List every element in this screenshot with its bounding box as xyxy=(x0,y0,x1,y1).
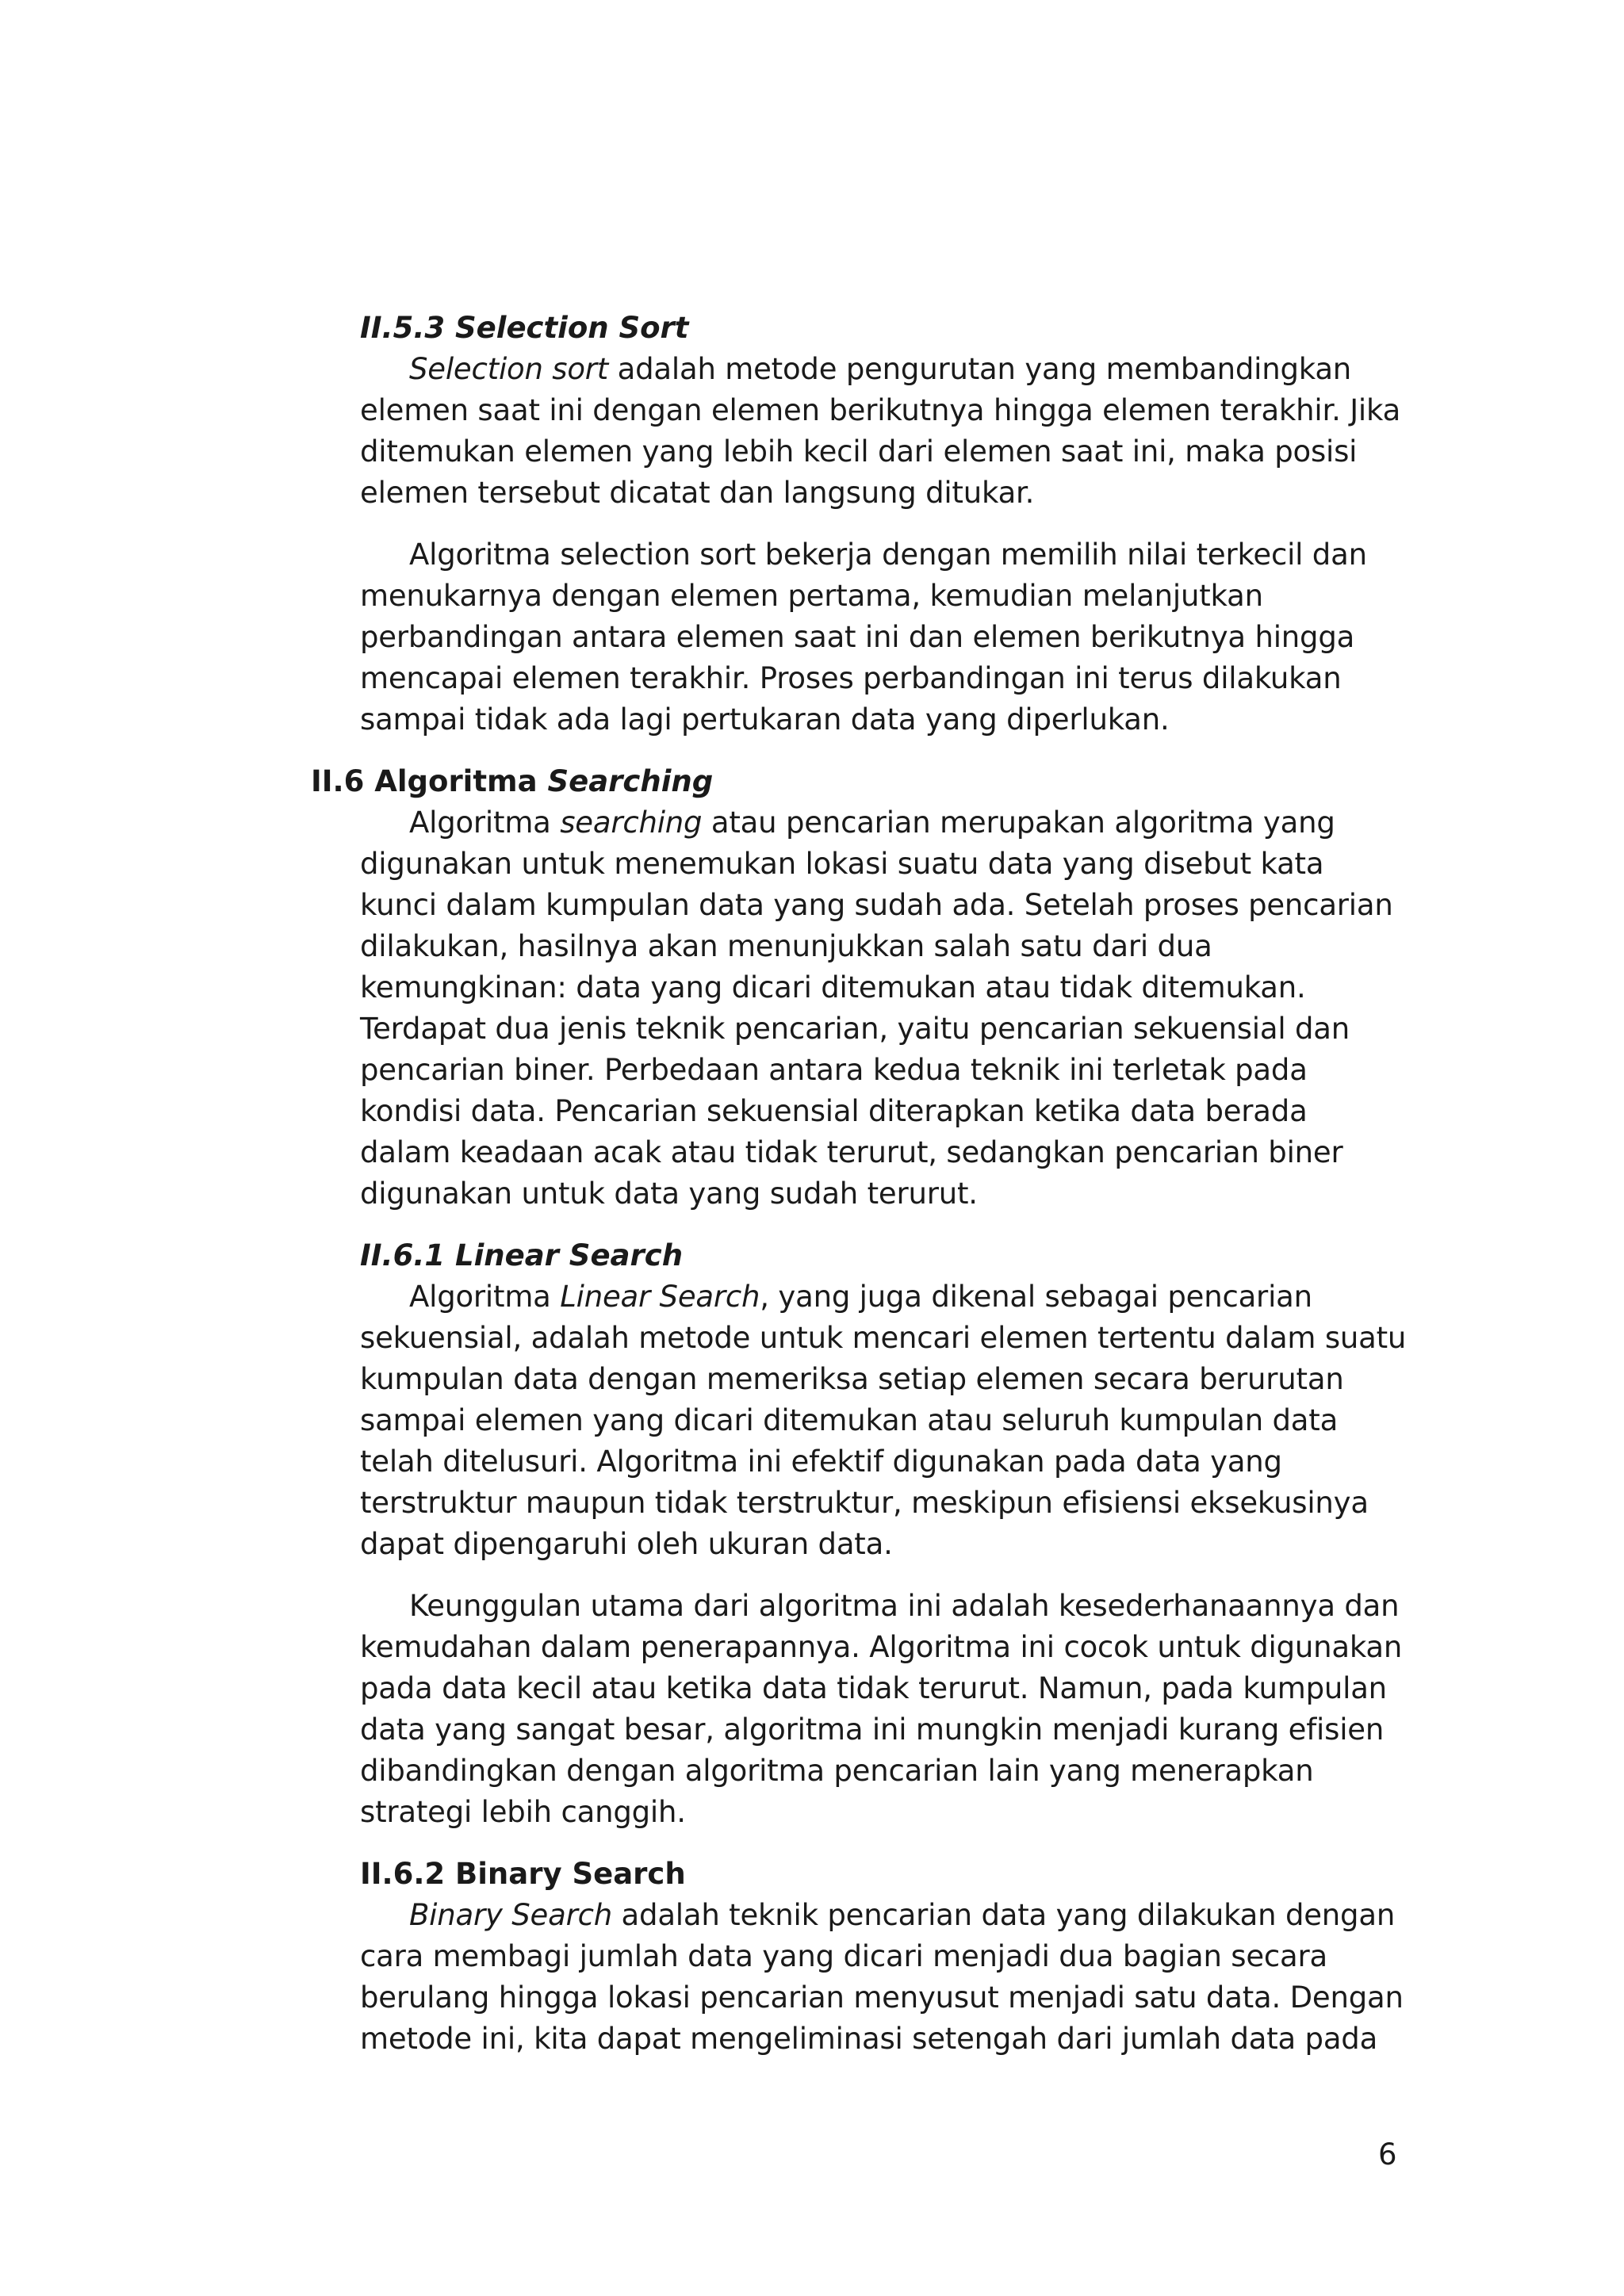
paragraph-text: Algoritma xyxy=(409,1280,561,1314)
paragraph-text: Algoritma xyxy=(409,806,561,840)
document-body xyxy=(311,308,1407,2060)
paragraph-text: atau pencarian merupakan algoritma yang digunakan untuk menemukan lokasi suatu data yang disebut kata kunci dalam kumpulan data yang sudah ada. Setelah proses pencarian dilakukan, hasilnya akan menunjukkan salah satu dari dua kemungkinan: data yang dicari ditemukan atau tidak ditemukan. Terdapat dua jenis teknik pencarian, yaitu pencarian sekuensial dan pencarian biner. Perbedaan antara kedua teknik ini terletak pada kondisi data. Pencarian sekuensial diterapkan ketika data berada dalam keadaan acak atau tidak terurut, sedangkan pencarian biner digunakan untuk data yang sudah terurut. xyxy=(360,806,1393,1211)
term-linear-search: Linear Search xyxy=(560,1280,760,1314)
page-number: 6 xyxy=(1378,2137,1397,2172)
heading-selection-sort: II.5.3 Selection Sort xyxy=(360,311,689,345)
paragraph-binary-search-1 xyxy=(360,1895,1407,2060)
heading-algoritma-searching xyxy=(311,761,1407,802)
term-binary-search: Binary Search xyxy=(409,1898,612,1932)
term-selection-sort: Selection sort xyxy=(409,352,609,386)
paragraph-searching-1 xyxy=(360,802,1407,1215)
paragraph-text: adalah teknik pencarian data yang dilakukan dengan cara membagi jumlah data yang dicari menjadi dua bagian secara berulang hingga lokasi pencarian menyusut menjadi satu data. Dengan metode ini, kita dapat mengeliminasi setengah dari jumlah data pada xyxy=(360,1898,1404,2056)
paragraph-text: , yang juga dikenal sebagai pencarian sekuensial, adalah metode untuk mencari elemen tertentu dalam suatu kumpulan data dengan memeriksa setiap elemen secara berurutan sampai elemen yang dicari ditemukan atau seluruh kumpulan data telah ditelusuri. Algoritma ini efektif digunakan pada data yang terstruktur maupun tidak terstruktur, meskipun efisiensi eksekusinya dapat dipengaruhi oleh ukuran data. xyxy=(360,1280,1407,1561)
paragraph-linear-search-2: Keunggulan utama dari algoritma ini adalah kesederhanaannya dan kemudahan dalam penerapannya. Algoritma ini cocok untuk digunakan pada data kecil atau ketika data tidak terurut. Namun, pada kumpulan data yang sangat besar, algoritma ini mungkin menjadi kurang efisien dibandingkan dengan algoritma pencarian lain yang menerapkan strategi lebih canggih. xyxy=(360,1589,1403,1829)
heading-text: II.6 Algoritma xyxy=(311,764,548,798)
paragraph-text: adalah metode pengurutan yang membandingkan elemen saat ini dengan elemen berikutnya hingga elemen terakhir. Jika ditemukan elemen yang lebih kecil dari elemen saat ini, maka posisi elemen tersebut dicatat dan langsung ditukar. xyxy=(360,352,1401,510)
paragraph-selection-sort-2: Algoritma selection sort bekerja dengan memilih nilai terkecil dan menukarnya dengan elemen pertama, kemudian melanjutkan perbandingan antara elemen saat ini dan elemen berikutnya hingga mencapai elemen terakhir. Proses perbandingan ini terus dilakukan sampai tidak ada lagi pertukaran data yang diperlukan. xyxy=(360,538,1367,737)
paragraph-linear-search-1 xyxy=(360,1276,1407,1565)
paragraph-selection-sort-1 xyxy=(360,349,1407,514)
heading-binary-search: II.6.2 Binary Search xyxy=(360,1857,686,1891)
heading-linear-search: II.6.1 Linear Search xyxy=(360,1238,684,1272)
term-searching: searching xyxy=(560,806,703,840)
heading-italic-text: Searching xyxy=(547,764,714,798)
